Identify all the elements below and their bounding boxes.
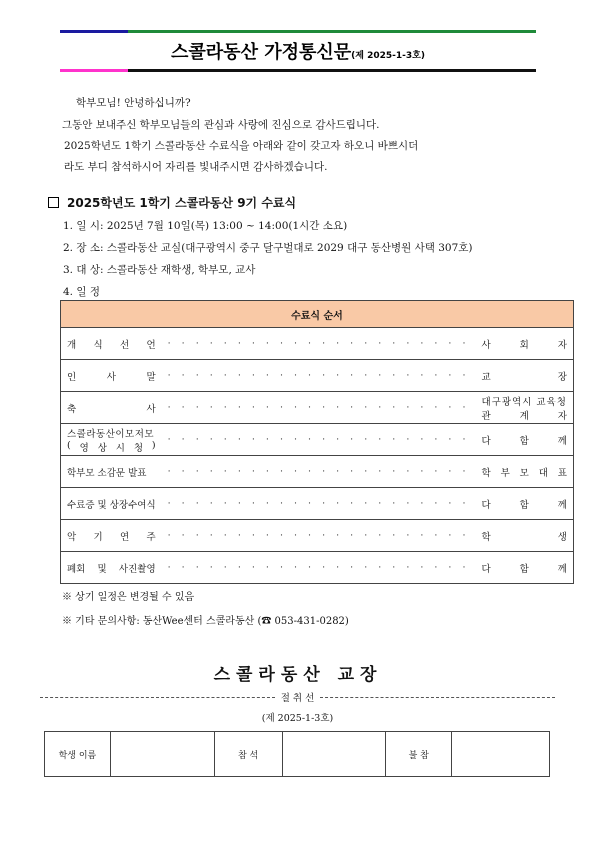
dot-leader: · · · · · · · · · · · · · · · · · · · · · · bbox=[167, 466, 470, 477]
event-person: 다 함 께 bbox=[481, 435, 567, 447]
event-person: 학 부 모 대 표 bbox=[481, 467, 567, 479]
absent-field[interactable] bbox=[452, 732, 550, 777]
event-name-line1: 스콜라동산이모저모 bbox=[67, 428, 155, 440]
header-bar-top-right bbox=[128, 30, 536, 33]
note-contact: ※ 기타 문의사항: 동산Wee센터 스콜라동산 (☎ 053-431-0282) bbox=[62, 616, 349, 627]
event-person: 다 함 께 bbox=[481, 563, 567, 575]
page-title: 스콜라동산 가정통신문(제 2025-1-3호) bbox=[171, 42, 425, 63]
table-row bbox=[61, 552, 574, 584]
event-person: 학 생 bbox=[481, 531, 567, 543]
item-audience: 3. 대 상: 스콜라동산 재학생, 학부모, 교사 bbox=[63, 264, 256, 276]
event-name: 수료증 및 상장수여식 bbox=[67, 499, 156, 511]
student-name-field[interactable] bbox=[110, 732, 214, 777]
event-name: 폐회 및 사진촬영 bbox=[67, 563, 156, 575]
event-person: 사 회 자 bbox=[481, 339, 567, 351]
item-datetime: 1. 일 시: 2025년 7월 10일(목) 13:00 ~ 14:00(1시간 소요) bbox=[63, 220, 348, 232]
event-name-line2: ( 영 상 시 청 ) bbox=[67, 439, 156, 454]
header-bar-bottom-left bbox=[60, 69, 128, 72]
student-name-label: 학생 이름 bbox=[45, 732, 111, 777]
table-row bbox=[61, 328, 574, 360]
header-bar-bottom-right bbox=[128, 69, 536, 72]
table-row bbox=[61, 488, 574, 520]
dot-leader: · · · · · · · · · · · · · · · · · · · · · · bbox=[167, 338, 470, 349]
cut-line-dash-right bbox=[320, 697, 555, 698]
checkbox-square-icon bbox=[48, 197, 59, 208]
absent-label: 불 참 bbox=[386, 732, 452, 777]
greeting-line-2: 그동안 보내주신 학부모님들의 관심과 사랑에 진심으로 감사드립니다. bbox=[62, 119, 380, 131]
dot-leader: · · · · · · · · · · · · · · · · · · · · · · bbox=[167, 370, 470, 381]
schedule-table bbox=[60, 300, 574, 584]
attend-label: 참 석 bbox=[214, 732, 282, 777]
event-name: 축 사 bbox=[67, 403, 156, 415]
dot-leader: · · · · · · · · · · · · · · · · · · · · · · bbox=[167, 402, 470, 413]
table-row bbox=[61, 360, 574, 392]
event-name: 학부모 소감문 발표 bbox=[67, 467, 147, 479]
table-row bbox=[61, 456, 574, 488]
greeting-line-4: 라도 부디 참석하시어 자리를 빛내주시면 감사하겠습니다. bbox=[64, 161, 328, 173]
cut-line-label: 절 취 선 bbox=[280, 693, 315, 704]
schedule-header: 수료식 순서 bbox=[61, 301, 574, 328]
cut-line-dash-left bbox=[40, 697, 275, 698]
table-row bbox=[61, 520, 574, 552]
slip-issue-number: (제 2025-1-3호) bbox=[261, 713, 334, 724]
table-row bbox=[61, 392, 574, 424]
attend-field[interactable] bbox=[282, 732, 386, 777]
event-name: 인 사 말 bbox=[67, 371, 156, 383]
event-person-line1: 대구광역시 교육청 bbox=[481, 396, 567, 408]
event-person: 교 장 bbox=[481, 371, 567, 383]
greeting-line-1: 학부모님! 안녕하십니까? bbox=[76, 97, 191, 109]
reply-slip-table bbox=[44, 731, 550, 777]
item-location: 2. 장 소: 스콜라동산 교실(대구광역시 중구 달구벌대로 2029 대구 동산병원 사택 307호) bbox=[63, 242, 473, 254]
event-person: 다 함 께 bbox=[481, 499, 567, 511]
dot-leader: · · · · · · · · · · · · · · · · · · · · · · bbox=[167, 434, 470, 445]
greeting-line-3: 2025학년도 1학기 스콜라동산 수료식을 아래와 같이 갖고자 하오니 바쁘시더 bbox=[64, 140, 419, 152]
header-bar-top-left bbox=[60, 30, 128, 33]
cut-line bbox=[40, 690, 555, 704]
dot-leader: · · · · · · · · · · · · · · · · · · · · · · bbox=[167, 498, 470, 509]
dot-leader: · · · · · · · · · · · · · · · · · · · · · · bbox=[167, 562, 470, 573]
table-row bbox=[45, 732, 550, 777]
section-title: 2025학년도 1학기 스콜라동산 9기 수료식 bbox=[48, 194, 296, 211]
item-schedule: 4. 일 정 bbox=[63, 286, 100, 298]
issue-number: (제 2025-1-3호) bbox=[351, 51, 425, 61]
note-schedule-change: ※ 상기 일정은 변경될 수 있음 bbox=[62, 592, 195, 603]
dot-leader: · · · · · · · · · · · · · · · · · · · · · · bbox=[167, 530, 470, 541]
event-name: 개 식 선 언 bbox=[67, 339, 156, 351]
table-row bbox=[61, 424, 574, 456]
event-person-line2: 관 계 자 bbox=[481, 410, 567, 422]
principal-signature: 스콜라동산 교장 bbox=[213, 665, 383, 685]
event-name: 악 기 연 주 bbox=[67, 531, 156, 543]
